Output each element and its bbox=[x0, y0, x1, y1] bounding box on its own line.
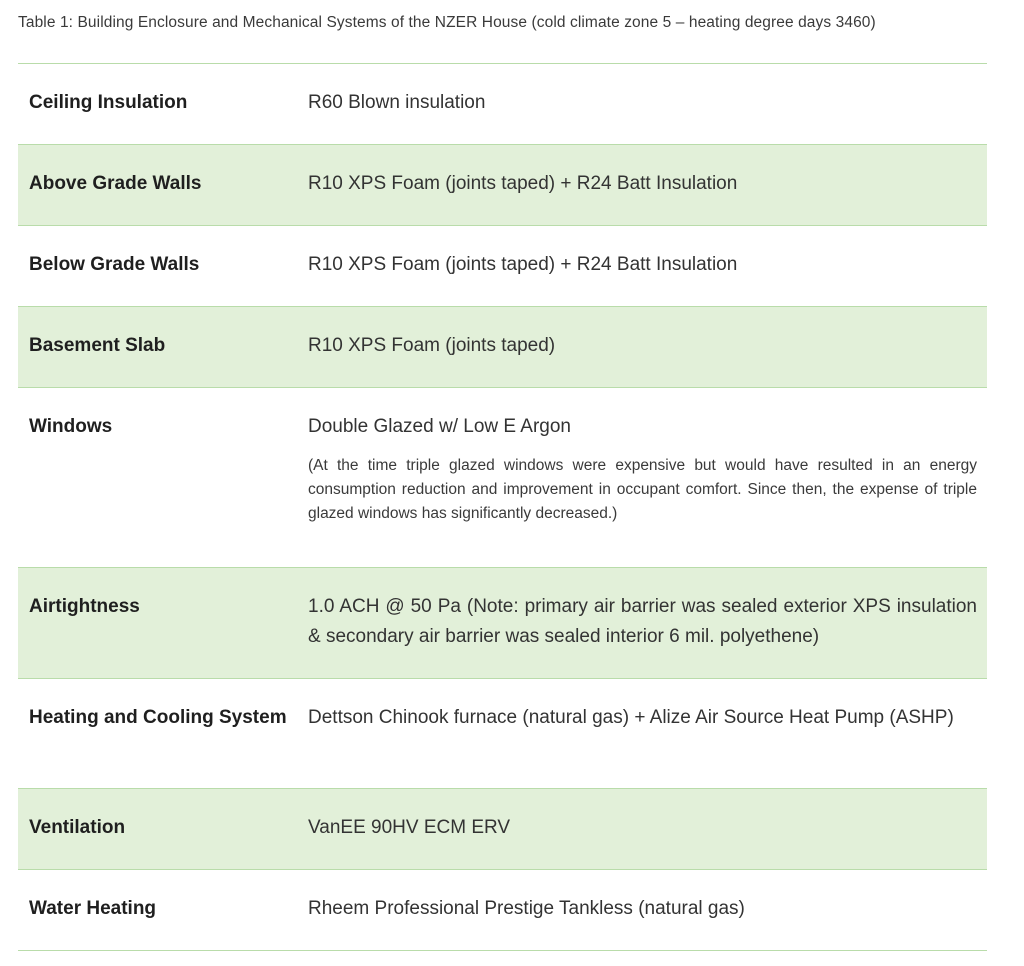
row-value: Double Glazed w/ Low E Argon bbox=[308, 416, 571, 437]
table-row-windows bbox=[18, 388, 987, 568]
row-value: Dettson Chinook furnace (natural gas) + Alize Air Source Heat Pump (ASHP) bbox=[308, 707, 954, 728]
row-label: Airtightness bbox=[29, 596, 140, 617]
table-row-water-heating bbox=[18, 870, 987, 951]
row-label: Basement Slab bbox=[29, 335, 166, 356]
table-row-basement-slab bbox=[18, 307, 987, 388]
row-note: (At the time triple glazed windows were expensive but would have resulted in an energy consumption reduction and improvement in occupant comfort. Since then, the expense of triple glazed windows has significantly decreased.) bbox=[308, 457, 977, 522]
table-row-ceiling-insulation bbox=[18, 64, 987, 145]
row-label: Below Grade Walls bbox=[29, 254, 200, 275]
table-row-airtightness bbox=[18, 568, 987, 679]
row-label: Above Grade Walls bbox=[29, 173, 202, 194]
row-label: Ceiling Insulation bbox=[29, 92, 188, 113]
row-value: R60 Blown insulation bbox=[308, 92, 486, 113]
table-row-above-grade-walls bbox=[18, 145, 987, 226]
row-value: VanEE 90HV ECM ERV bbox=[308, 817, 511, 838]
building-systems-table bbox=[18, 63, 987, 951]
table-row-below-grade-walls bbox=[18, 226, 987, 307]
row-value: Rheem Professional Prestige Tankless (natural gas) bbox=[308, 898, 745, 919]
table-caption: Table 1: Building Enclosure and Mechanical Systems of the NZER House (cold climate zone 5 – heating degree days 3460) bbox=[18, 14, 876, 31]
row-label: Windows bbox=[29, 416, 113, 437]
row-label: Water Heating bbox=[29, 898, 157, 919]
table-row-ventilation bbox=[18, 789, 987, 870]
row-value: R10 XPS Foam (joints taped) + R24 Batt Insulation bbox=[308, 254, 738, 275]
row-label: Heating and Cooling System bbox=[29, 707, 287, 728]
row-value-cell bbox=[308, 388, 987, 567]
row-value: R10 XPS Foam (joints taped) + R24 Batt Insulation bbox=[308, 173, 738, 194]
row-value: 1.0 ACH @ 50 Pa (Note: primary air barrier was sealed exterior XPS insulation & secondary air barrier was sealed interior 6 mil. polyethene) bbox=[308, 596, 977, 647]
row-value: R10 XPS Foam (joints taped) bbox=[308, 335, 556, 356]
table-row-heating-cooling bbox=[18, 679, 987, 789]
row-label: Ventilation bbox=[29, 817, 126, 838]
